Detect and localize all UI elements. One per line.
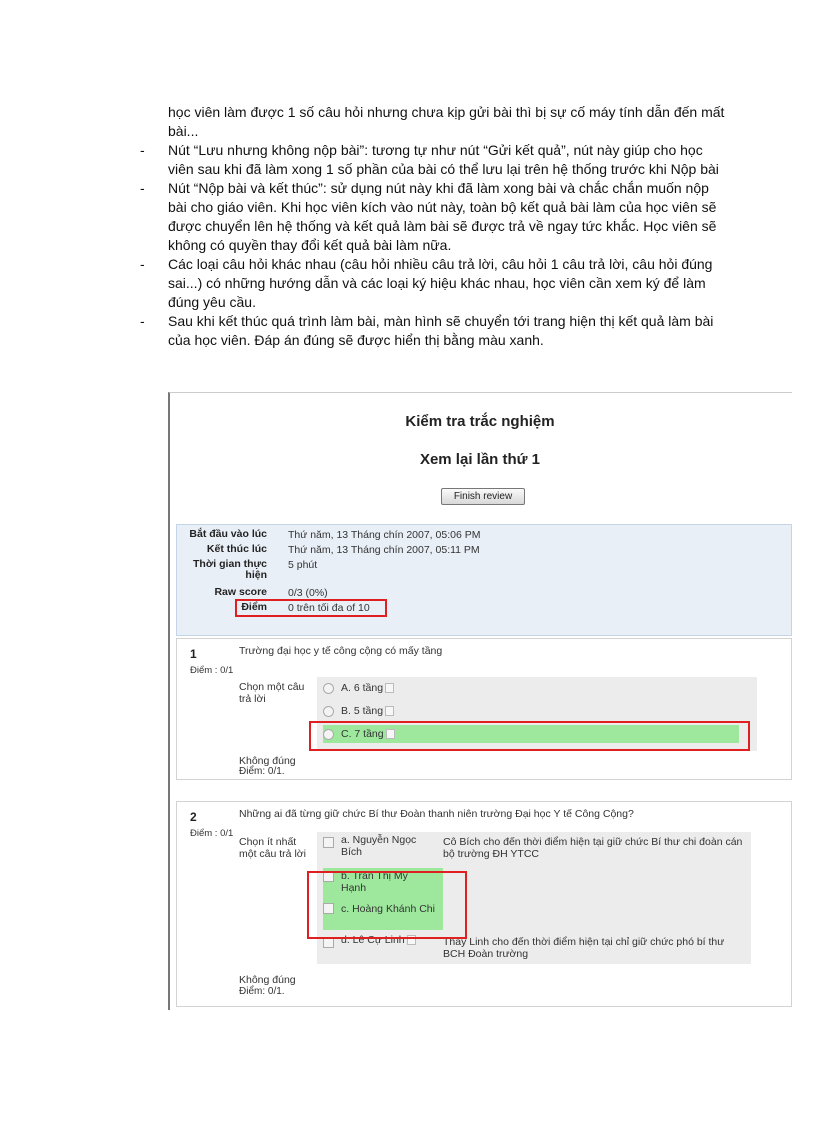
bullet-item [140, 312, 730, 350]
review-attempt-title: Xem lại lần thứ 1 [419, 451, 541, 468]
answer-score: Điểm: 0/1. [239, 986, 285, 997]
bullet-text: Nút “Lưu nhưng không nộp bài”: tương tự như nút “Gửi kết quả”, nút này giúp cho học viên sau khi đã làm xong 1 số phần của bài có thể lưu lại trên hệ thống trước khi Nộp bài [168, 142, 719, 177]
answer-option[interactable] [323, 679, 394, 697]
correct-answer-highlight [309, 721, 750, 751]
quiz-review-screenshot [168, 392, 792, 1010]
document-body [140, 103, 730, 350]
summary-label: Raw score [214, 586, 267, 598]
bullet-dash: - [140, 142, 145, 158]
bullet-text: Nút “Nộp bài và kết thúc”: sử dụng nút này khi đã làm xong bài và chắc chắn muốn nộp bài cho giáo viên. Khi học viên kích vào nút này, toàn bộ kết quả bài làm của học viên sẽ được chuyển lên hệ thống và kết quả làm bài sẽ được trả về ngay tức khắc. Học viên sẽ không có quyền thay đổi kết quả bài làm nữa. [168, 180, 717, 253]
summary-value: 5 phút [288, 559, 318, 571]
bullet-dash: - [140, 313, 145, 329]
answer-feedback: Thầy Linh cho đến thời điểm hiện tại chỉ giữ chức phó bí thư BCH Đoàn trường [443, 936, 725, 960]
summary-label: Thời gian thực hiện [193, 558, 267, 581]
answer-label: C. 7 tầng [341, 728, 384, 740]
bullet-text: Sau khi kết thúc quá trình làm bài, màn hình sẽ chuyển tới trang hiện thị kết quả làm bài của học viên. Đáp án đúng sẽ được hiển thị bằng màu xanh. [168, 313, 714, 348]
answer-status: Không đúng [239, 755, 296, 767]
attempt-summary [176, 524, 792, 636]
answer-label: B. 5 tầng [341, 705, 384, 717]
question-text: Những ai đã từng giữ chức Bí thư Đoàn thanh niên trường Đại học Y tế Công Cộng? [239, 808, 634, 820]
mark-icon [385, 683, 394, 693]
answer-status: Không đúng [239, 974, 296, 986]
answer-label: A. 6 tầng [341, 682, 384, 694]
answer-option[interactable] [323, 702, 394, 720]
summary-label: Bắt đầu vào lúc [189, 528, 267, 540]
checkbox[interactable] [323, 837, 334, 848]
question-2 [176, 801, 792, 1007]
question-number: 2 [190, 810, 197, 824]
grade-highlight-box [235, 599, 387, 617]
question-text: Trường đại học y tế công cộng có mấy tầng [239, 645, 443, 657]
summary-value: 0/3 (0%) [288, 587, 328, 599]
answer-label: d. Lê Cự Linh [341, 934, 405, 946]
summary-label: Kết thúc lúc [206, 543, 267, 555]
question-points: Điểm : 0/1 [190, 828, 234, 839]
answer-feedback: Cô Bích cho đến thời điểm hiện tại giữ chức Bí thư chi đoàn cán bộ trường ĐH YTCC [443, 836, 743, 860]
bullet-item [140, 179, 730, 255]
mark-icon [385, 706, 394, 716]
answer-label: c. Hoàng Khánh Chi [341, 903, 435, 915]
radio-button[interactable] [323, 683, 334, 694]
bullet-text: Các loại câu hỏi khác nhau (câu hỏi nhiều câu trả lời, câu hỏi 1 câu trả lời, câu hỏi đúng sai...) có những hướng dẫn và các loại ký hiệu khác nhau, học viên cần xem ký để làm đúng yêu cầu. [168, 256, 713, 310]
summary-label: Điểm [241, 601, 267, 613]
answer-prompt: Chọn một câu trả lời [239, 681, 305, 705]
question-points: Điểm : 0/1 [190, 665, 234, 676]
finish-review-button[interactable]: Finish review [441, 488, 525, 505]
bullet-dash: - [140, 180, 145, 196]
summary-value: Thứ năm, 13 Tháng chín 2007, 05:11 PM [288, 544, 480, 556]
answer-label: b. Trần Thị Mỹ Hạnh [341, 870, 408, 894]
bullet-item [140, 255, 730, 312]
answer-label: a. Nguyễn Ngọc Bích [341, 834, 417, 858]
summary-value: 0 trên tối đa of 10 [288, 602, 370, 614]
radio-button[interactable] [323, 706, 334, 717]
answer-prompt: Chọn ít nhất một câu trả lời [239, 836, 306, 860]
question-number: 1 [190, 647, 197, 661]
correct-answers-highlight [307, 871, 467, 939]
question-1 [176, 638, 792, 780]
bullet-item [140, 141, 730, 179]
answer-option[interactable] [323, 834, 443, 864]
answer-score: Điểm: 0/1. [239, 766, 285, 777]
quiz-title: Kiểm tra trắc nghiệm [405, 413, 555, 430]
summary-value: Thứ năm, 13 Tháng chín 2007, 05:06 PM [288, 529, 481, 541]
intro-paragraph: học viên làm được 1 số câu hỏi nhưng chưa kịp gửi bài thì bị sự cố máy tính dẫn đến mất bài... [168, 104, 725, 139]
bullet-dash: - [140, 256, 145, 272]
